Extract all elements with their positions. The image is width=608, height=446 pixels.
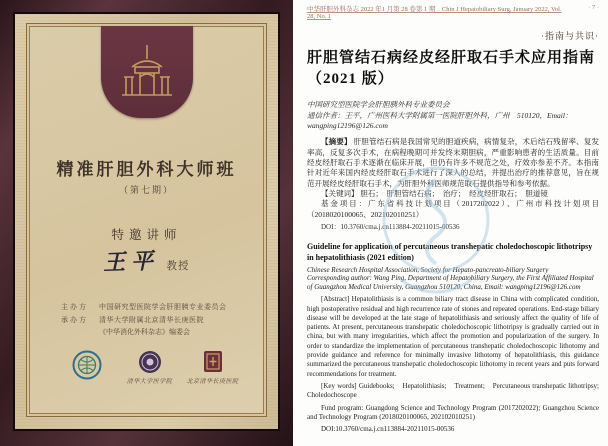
certificate-frame xyxy=(0,0,293,446)
abstract-cn xyxy=(307,137,599,189)
fund-cn xyxy=(307,199,599,220)
article-title-cn: 肝胆管结石病经皮经肝取石手术应用指南（2021 版） xyxy=(307,50,596,87)
research-hospital-association-seal-icon xyxy=(72,350,102,380)
fund-label-cn: 基金项目： xyxy=(321,199,368,209)
undertaker-row xyxy=(61,314,246,327)
frame-inner-lip xyxy=(13,12,280,431)
logo-item-association xyxy=(55,350,118,380)
tsinghua-university-seal-icon xyxy=(138,350,162,374)
logo-caption-hospital: 北京清华长庚医院 xyxy=(186,379,239,385)
fund-en xyxy=(307,404,599,423)
page-header xyxy=(307,4,599,20)
fund-label-en: Fund program: xyxy=(321,403,364,412)
keywords-en xyxy=(307,382,599,401)
certificate-logos xyxy=(55,350,244,385)
abstract-en xyxy=(307,295,599,379)
column-label: ·指南与共识· xyxy=(541,31,599,41)
logo-caption-tsinghua: 清华大学医学院 xyxy=(126,379,173,385)
certificate-photo xyxy=(0,0,293,446)
organizer-value: 中国研究型医院学会肝胆胰专业委员会 xyxy=(99,303,227,311)
logo-item-tsinghua xyxy=(118,350,181,385)
certificate-paper xyxy=(26,23,267,417)
keywords-text-en: Guidebooks; Hepatolithiasis; Treatment; Percutaneous transhepatic lithotripsy; Choledochoscope xyxy=(307,381,599,400)
certificate-mat xyxy=(15,14,278,429)
undertaker-value-1: 清华大学附属北京清华长庚医院 xyxy=(99,315,204,324)
keywords-label-en: [Key words] xyxy=(321,381,357,390)
certificate-emblem xyxy=(101,26,193,118)
affiliation-cn: 中国研究型医院学会肝胆胰外科专业委员会 xyxy=(307,100,450,109)
page-number: · 7 · xyxy=(588,4,599,11)
certificate-title: 精准肝胆外科大师班 xyxy=(56,160,237,179)
abstract-label-en: [Abstract] xyxy=(321,295,350,304)
tsinghua-changgung-hospital-emblem-icon xyxy=(202,350,224,374)
certificate-role: 特邀讲师 xyxy=(111,228,182,242)
certificate-session: （第七期） xyxy=(118,185,174,195)
logo-item-hospital xyxy=(181,350,244,385)
undertaker-label: 承办方 xyxy=(61,315,88,324)
doi-cn: DOI：10.3760/cma.j.cn113884-20211015-00536 xyxy=(321,223,460,232)
journal-header-text: 中华肝胆外科杂志 2022 年1 月第 28 卷第 1 期 Chin J Hepatobiliary Surg, January 2022, Vol. 28, No. 1 xyxy=(307,6,562,20)
corresponding-author-en: Corresponding author: Wang Ping, Department of Hepatobiliary Surgery, the First Affiliated Hospital of Guangzhou Medical University, Guangzhou 510120, China, Email: wangping12196@126.com xyxy=(307,274,594,292)
keywords-cn xyxy=(307,189,599,200)
keywords-label-cn: 【关键词】 xyxy=(321,188,359,198)
abstract-text-cn: 肝胆管结石病是我国常见的胆道疾病，病情复杂，术后结石残留率、复发率高，反复多次手术，在病程晚期可并发终末期胆病，严重影响患者的生活质量。目前经皮经肝取石手术逐渐在临床开展，但仍有许多不规范之处，疗效亦参差不齐。本指南针对近年来国内经皮经肝取石手术进行了深入的总结，并提出治疗的推荐意见，旨在规范开展经皮经肝取石手术，为肝胆外科医师规范取石提供指导和参考依据。 xyxy=(307,137,600,188)
tsinghua-gate-icon xyxy=(118,43,176,101)
certificate-organizers xyxy=(61,301,246,339)
organizer-label: 主办方 xyxy=(61,303,88,311)
fund-text-en: Guangdong Science and Technology Program (2017202022); Guangzhou Science and Technology Program (2018020100065, 202102010251) xyxy=(307,403,599,421)
society-en: Chinese Research Hospital Association, Society for Hepato-pancreato-biliary Surgery xyxy=(307,266,549,275)
abstract-text-en: Hepatolithiasis is a common biliary tract disease in China with complicated condition, high postoperative residual and high recurrence rate of stones and repeated operations. End-stage biliary disease will be developed at the late stage of hepatolithiasis and seriously affect the quality of life of patients. At present, percutaneous transhepatic choledochoscopic lithotripsy is gradually carried out in china, but with many irregularities, which affect the promotion and popularization of the surgery. In order to standardize the implementation of percutaneous transhepatic choledochoscopic lithotomy and provide guidance and reference for minimally invasive lithotomy of hepatolithiasis, this guidance summarized the percutaneous transhepatic choledochoscopic lithotomy in recent years and puts forward recommendations for treatment. xyxy=(307,295,599,378)
undertaker-value-2: 《中华消化外科杂志》编委会 xyxy=(99,328,190,337)
article-title-en: Guideline for application of percutaneous transhepatic choledochoscopic lithotripsy in hepatolithiasis (2021 edition) xyxy=(307,242,593,263)
certificate-name: 王平 xyxy=(103,248,160,275)
corresponding-author-cn: 通信作者：王平，广州医科大学附属第一医院肝胆外科，广州 510120，Email：wangping12196@126.com xyxy=(307,111,573,131)
keywords-text-cn: 胆石； 肝胆管结石病； 治疗； 经皮经肝取石； 胆道镜 xyxy=(358,188,548,198)
journal-page xyxy=(293,0,608,446)
organizer-row xyxy=(61,301,246,314)
certificate-name-suffix: 教授 xyxy=(166,261,190,272)
doi-en: DOI:10.3760/cma.j.cn113884-20211015-00536 xyxy=(321,425,455,434)
fund-text-cn: 广东省科技计划项目（2017202022）、广州市科技计划项目（2018020100065、202102010251） xyxy=(307,199,600,219)
abstract-label-cn: 【摘要】 xyxy=(321,137,352,147)
english-section xyxy=(307,242,599,434)
certificate-name-row xyxy=(27,245,266,276)
